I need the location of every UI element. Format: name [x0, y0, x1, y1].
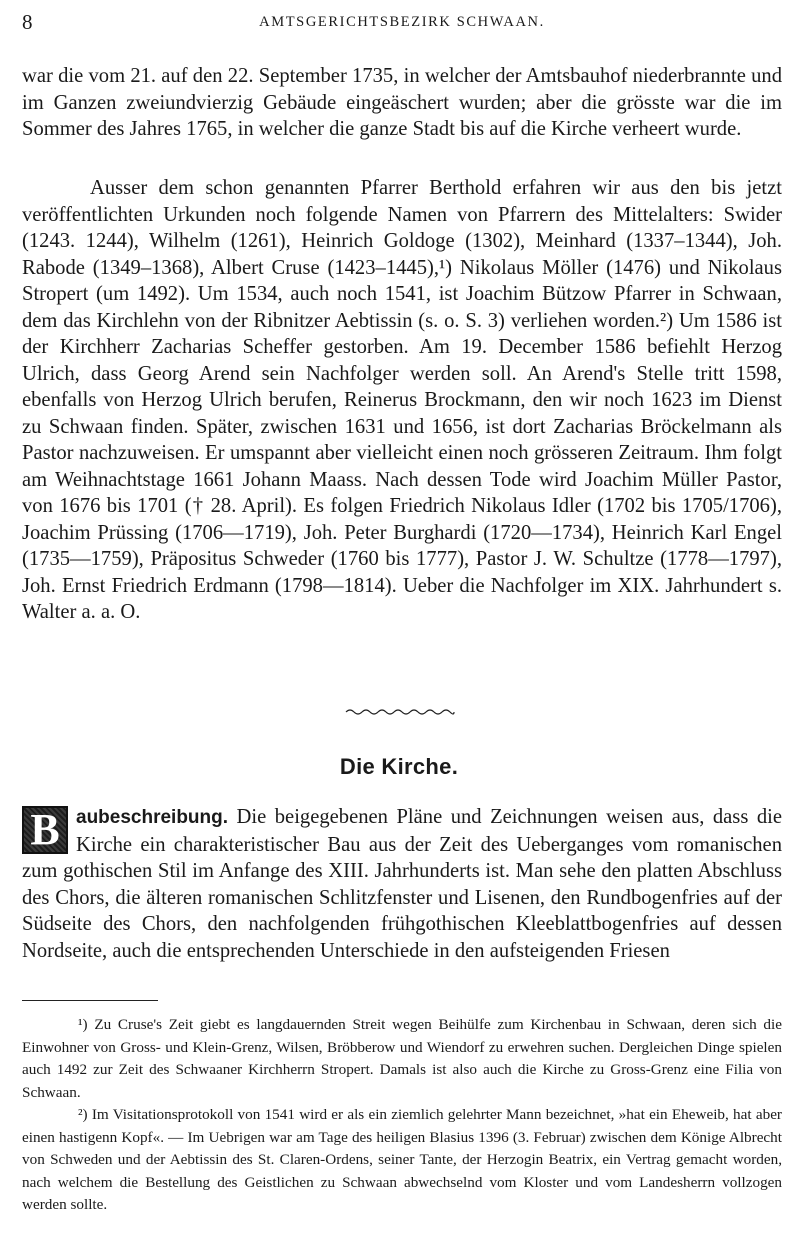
section-divider-ornament: [344, 706, 456, 718]
paragraph-baubeschreibung: [22, 804, 782, 964]
footnote-text: ¹) Zu Cruse's Zeit giebt es langdauernden Streit wegen Beihülfe zum Kirchenbau in Schwaan, deren sich die Einwohner von Gross- und Klein-Grenz, Wilsen, Bröbberow und Wiendorf zu erwehren suchen. Dergleichen Dinge spielen auch 1492 zur Zeit des Schwaaner Kirchherrn Stropert. Damals ist also auch die Kirche zu Gross-Grenz eine Filia von Schwaan.: [22, 1016, 782, 1101]
section-heading: Die Kirche.: [339, 754, 459, 779]
footnote-2: [22, 1104, 782, 1217]
paragraph-pastors: [22, 175, 782, 626]
running-head: [22, 10, 782, 34]
paragraph-text: war die vom 21. auf den 22. September 1735, in welcher der Amtsbauhof niederbrannte und im Ganzen zweiundvierzig Gebäude eingeäschert wurden; aber die grösste war die im Sommer des Jahres 1765, in welcher die ganze Stadt bis auf die Kirche verheert wurde.: [22, 65, 782, 140]
footnote-1: [22, 1014, 782, 1104]
footnote-rule: [22, 1000, 158, 1001]
paragraph-text: Ausser dem schon genannten Pfarrer Berthold erfahren wir aus den bis jetzt veröffentlichten Urkunden noch folgende Namen von Pfarrern des Mittelalters: Swider (1243. 1244), Wilhelm (1261), Heinrich Goldoge (1302), Meinhard (1337–1344), Joh. Rabode (1349–1368), Albert Cruse (1423–1445),¹) Nikolaus Möller (1476) und Nikolaus Stropert (um 1492). Um 1534, auch noch 1541, ist Joachim Bützow Pfarrer in Schwaan, dem das Kirchlehn von der Ribnitzer Aebtissin (s. o. S. 3) verliehen worden.²) Um 1586 ist der Kirchherr Zacharias Scheffer gestorben. Am 19. December 1586 befiehlt Herzog Ulrich, dass Georg Arend sein Nachfolger werden soll. An Arend's Stelle tritt 1598, ebenfalls von Herzog Ulrich berufen, Reinerus Brockmann, den wir noch 1623 im Dienst zu Schwaan finden. Später, zwischen 1631 und 1656, ist dort Zacharias Bröckelmann als Pastor nachzuweisen. Er umspannt aber vielleicht einen noch grösseren Zeitraum. Ihm folgt am Weihnachtstage 1661 Johann Maass. Nach dessen Tode wird Joachim Müller Pastor, von 1676 bis 1701 († 28. April). Es folgen Friedrich Nikolaus Idler (1702 bis 1705/1706), Joachim Prüssing (1706—1719), Joh. Peter Burghardi (1720—1734), Heinrich Karl Engel (1735—1759), Präpositus Schweder (1760 bis 1777), Pastor J. W. Schultze (1778—1797), Joh. Ernst Friedrich Erdmann (1798—1814). Ueber die Nachfolger im XIX. Jahrhundert s. Walter a. a. O.: [22, 177, 782, 623]
paragraph-fire-history: [22, 63, 782, 143]
page-number: 8: [22, 10, 33, 34]
running-title: AMTSGERICHTSBEZIRK SCHWAAN.: [259, 14, 545, 30]
decorated-initial: B: [22, 806, 68, 854]
paragraph-text: Die beigegebenen Pläne und Zeichnungen weisen aus, dass die Kirche ein charakteristischer Bau aus der Zeit des Ueberganges vom romanischen zum gothischen Stil im Anfange des XIII. Jahrhunderts ist. Man sehe den platten Abschluss des Chors, die älteren romanischen Schlitzfenster und Lisenen, den Rundbogenfries auf der Südseite des Chors, den nachfolgenden frühgothischen Kleeblattbogenfries auf dessen Nordseite, auch die entsprechenden Unterschiede in den aufsteigenden Friesen: [22, 806, 782, 962]
lead-word: aubeschreibung.: [76, 807, 229, 828]
footnote-text: ²) Im Visitationsprotokoll von 1541 wird er als ein ziemlich gelehrter Mann bezeichnet, »hat ein Eheweib, hat aber einen hastigenn Kopf«. — Im Uebrigen war am Tage des heiligen Blasius 1396 (3. Februar) zwischen dem Könige Albrecht von Schweden und der Aebtissin des St. Claren-Ordens, seiner Tante, der Herzogin Beatrix, ein Vertrag gemacht worden, nach welchem die Bestellung des Geistlichen zu Schwaan abwechselnd vom Kloster und vom Landesherrn vollzogen werden sollte.: [22, 1106, 782, 1213]
